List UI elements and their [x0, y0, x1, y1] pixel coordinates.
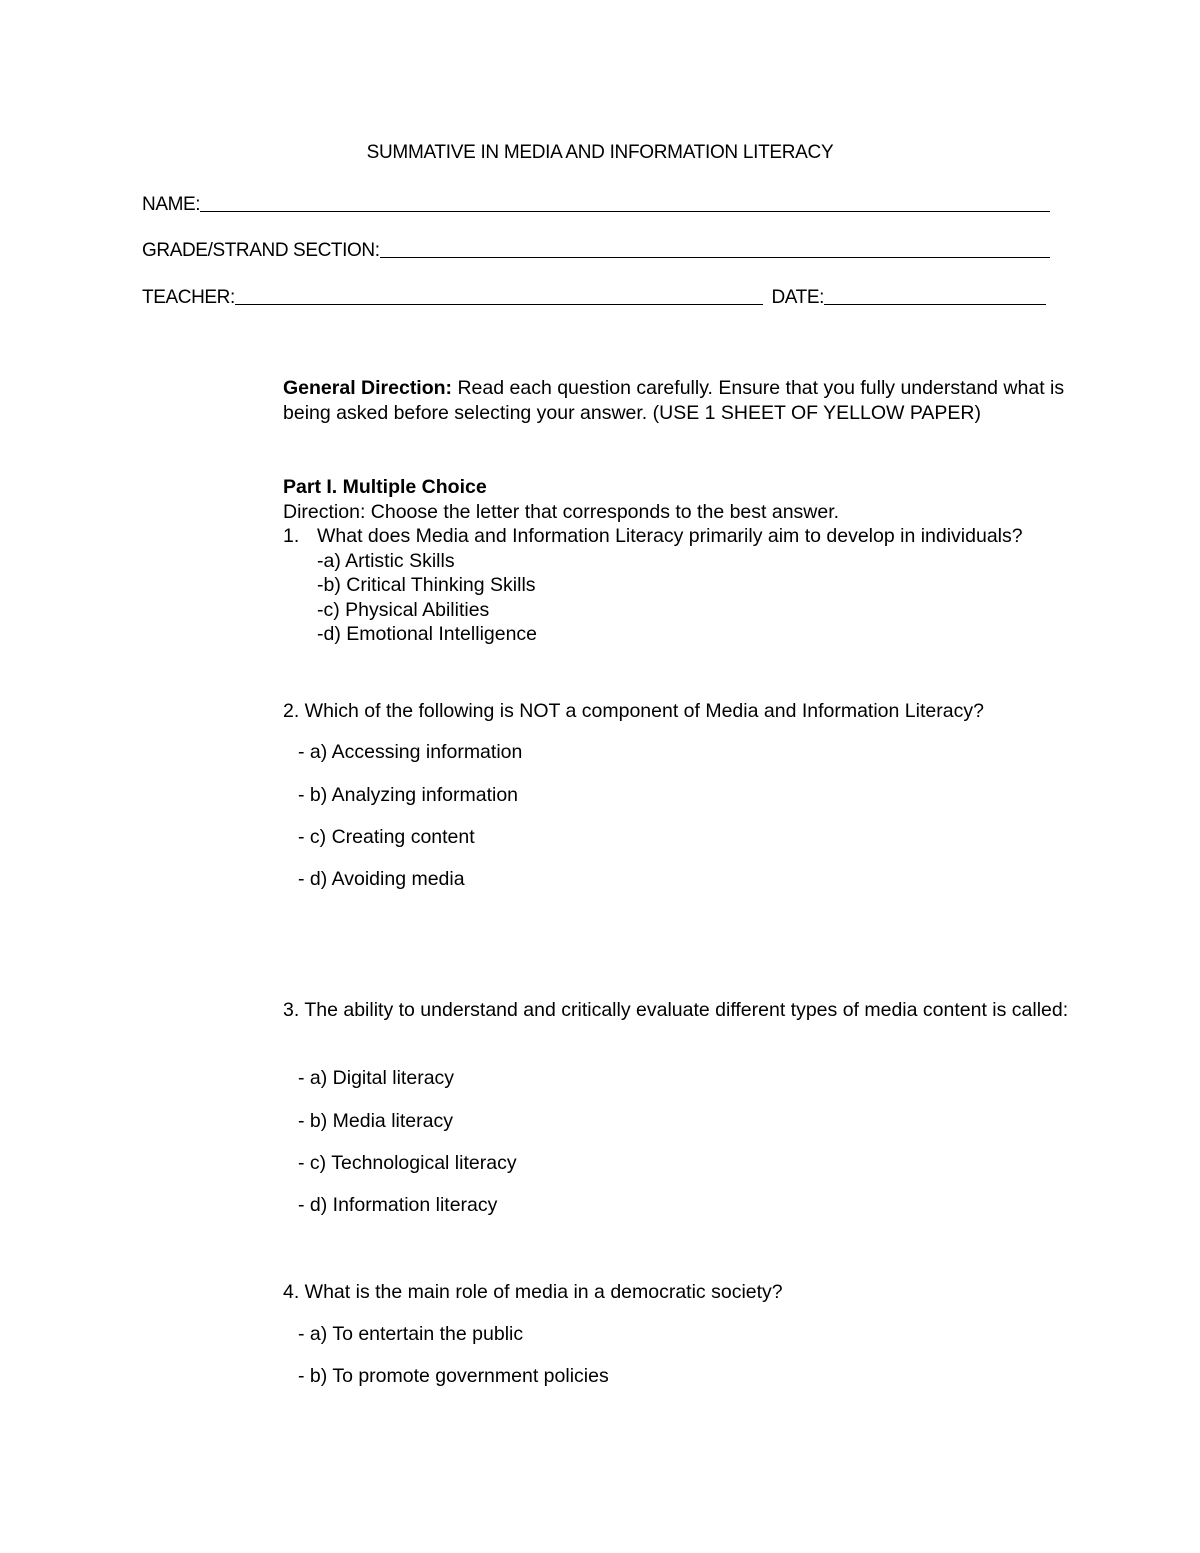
question-1-option-b: -b) Critical Thinking Skills — [317, 574, 536, 596]
question-1 — [283, 524, 1083, 647]
part-1-heading: Part I. Multiple Choice — [283, 476, 487, 498]
name-label: NAME: — [142, 194, 201, 215]
question-2-option-d: - d) Avoiding media — [298, 868, 465, 890]
question-1-stem: What does Media and Information Literacy primarily aim to develop in individuals? — [317, 525, 1023, 547]
question-1-option-a: -a) Artistic Skills — [317, 549, 455, 572]
name-field[interactable] — [142, 190, 1050, 216]
part-1-direction: Direction: Choose the letter that corresponds to the best answer. — [283, 500, 840, 523]
grade-section-field[interactable] — [142, 236, 1050, 262]
question-4-stem: 4. What is the main role of media in a democratic society? — [283, 1281, 783, 1303]
question-4-option-b: - b) To promote government policies — [298, 1365, 609, 1387]
page-title: SUMMATIVE IN MEDIA AND INFORMATION LITERACY — [366, 142, 834, 163]
grade-section-label: GRADE/STRAND SECTION: — [142, 240, 380, 261]
general-direction-label: General Direction: — [283, 377, 453, 399]
date-blank[interactable] — [824, 303, 1046, 305]
teacher-blank[interactable] — [235, 303, 764, 305]
teacher-date-field[interactable] — [142, 283, 1046, 309]
general-direction-text: Read each question carefully. Ensure that you fully understand what is being asked before selecting your answer. (USE 1 SHEET OF YELLOW PAPER) — [283, 377, 1065, 424]
question-2-option-a: - a) Accessing information — [298, 741, 523, 763]
question-4-option-a: - a) To entertain the public — [298, 1323, 524, 1345]
question-2-stem: 2. Which of the following is NOT a component of Media and Information Literacy? — [283, 700, 984, 722]
question-3-option-c: - c) Technological literacy — [298, 1152, 517, 1174]
grade-section-blank[interactable] — [380, 256, 1050, 258]
date-label: DATE: — [771, 287, 824, 308]
question-1-number: 1. — [283, 525, 300, 547]
question-3-option-d: - d) Information literacy — [298, 1194, 498, 1216]
question-3-option-a: - a) Digital literacy — [298, 1067, 455, 1089]
part-1-header — [283, 475, 1083, 524]
question-2-option-b: - b) Analyzing information — [298, 784, 519, 806]
question-3-stem: 3. The ability to understand and critically evaluate different types of media content is called: — [283, 999, 1069, 1021]
question-3-option-b: - b) Media literacy — [298, 1110, 453, 1132]
question-2-option-c: - c) Creating content — [298, 826, 475, 848]
question-1-option-c: -c) Physical Abilities — [317, 598, 490, 621]
teacher-label: TEACHER: — [142, 287, 235, 308]
general-direction — [283, 376, 1083, 425]
name-blank[interactable] — [200, 210, 1050, 212]
question-1-option-d: -d) Emotional Intelligence — [317, 623, 538, 645]
